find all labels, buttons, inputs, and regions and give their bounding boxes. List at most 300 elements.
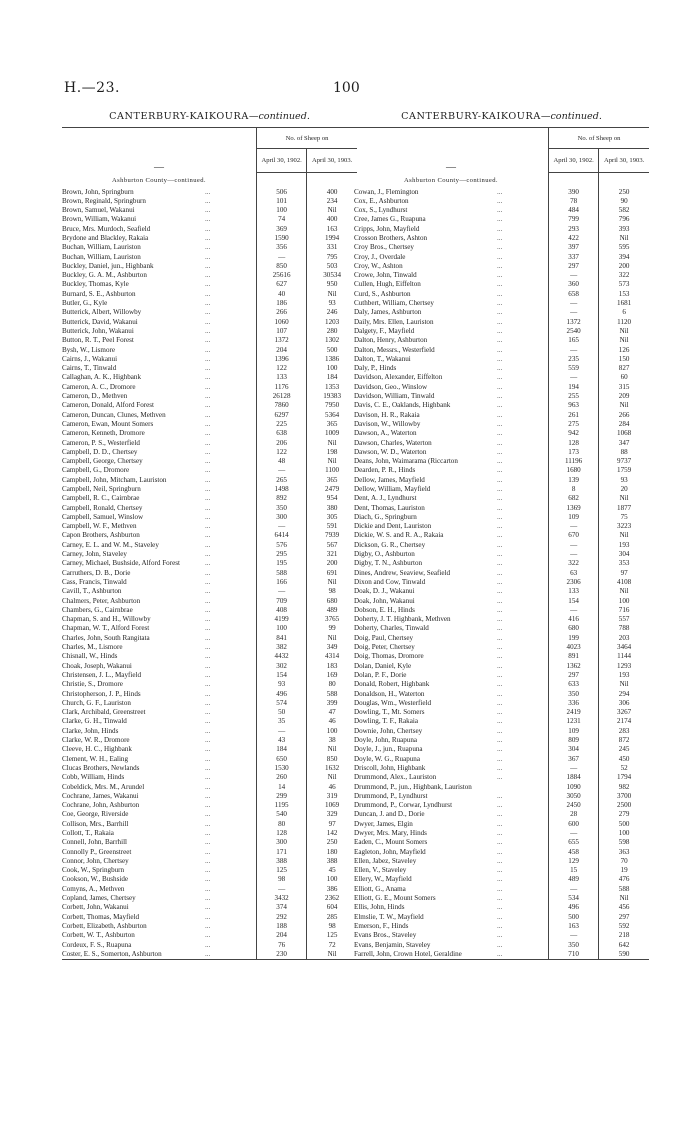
- leader-dots: ...: [496, 773, 503, 782]
- table-row: [354, 597, 649, 606]
- table-row: [354, 373, 649, 382]
- owner-name: Davidson, William, Tinwald: [354, 392, 435, 401]
- owner-name: Corbett, Thomas, Mayfield: [62, 912, 140, 921]
- table-row: [62, 466, 357, 475]
- sheep-1902: —: [549, 299, 599, 308]
- leader-dots: ...: [204, 308, 211, 317]
- header-col-1902: April 30, 1902.: [549, 149, 599, 173]
- leader-dots: ...: [496, 531, 503, 540]
- owner-name: Drummond, Alex., Lauriston: [354, 773, 437, 782]
- leader-dots: ...: [204, 912, 211, 921]
- owner-name: Cobeldick, Mrs. M., Arundel: [62, 782, 145, 791]
- sheep-1903: 380: [307, 504, 357, 513]
- sheep-1903: 3464: [599, 643, 649, 652]
- sheep-1902: 600: [549, 820, 599, 829]
- sheep-1903: 1681: [599, 299, 649, 308]
- table-row: [354, 606, 649, 615]
- table-row: [62, 736, 357, 745]
- leader-dots: ...: [159, 950, 256, 960]
- sheep-1903: 45: [307, 866, 357, 875]
- owner-name: Butterick, David, Wakanui: [62, 317, 138, 326]
- leader-dots: ...: [496, 726, 503, 735]
- table-row: [62, 922, 357, 931]
- owner-name: Dalton, Messrs., Westerfield: [354, 345, 435, 354]
- sheep-1902: 6414: [257, 531, 307, 540]
- owner-name: Chalmers, Peter, Ashburton: [62, 596, 141, 605]
- leader-dots: ...: [204, 206, 211, 215]
- sheep-1903: 796: [599, 215, 649, 224]
- owner-name: Deans, John, Waimarama (Riccarton: [354, 457, 458, 466]
- sheep-1902: 188: [257, 922, 307, 931]
- leader-dots: ...: [496, 689, 503, 698]
- sheep-1902: 63: [549, 569, 599, 578]
- sheep-1903: 1203: [307, 318, 357, 327]
- owner-name: Capon Brothers, Ashburton: [62, 531, 140, 540]
- table-row: [354, 569, 649, 578]
- leader-dots: ...: [496, 624, 503, 633]
- table-row: [354, 810, 649, 819]
- sheep-1902: 709: [257, 597, 307, 606]
- owner-name: Doyle, W. G., Ruapuna: [354, 754, 421, 763]
- sheep-1903: 680: [307, 597, 357, 606]
- owner-name: Button, R. T., Peel Forest: [62, 336, 134, 345]
- table-row: [354, 327, 649, 336]
- sheep-1903: 315: [599, 383, 649, 392]
- owner-name: Ellen, Jabez, Staveley: [354, 856, 417, 865]
- table-row: [354, 439, 649, 448]
- sheep-1902: 500: [549, 913, 599, 922]
- owner-name: Cochrane, John, Ashburton: [62, 801, 140, 810]
- leader-dots: ...: [204, 884, 211, 893]
- header-dash: —: [62, 128, 257, 173]
- sheep-1903: 209: [599, 392, 649, 401]
- owner-name: Buckley, G. A. M., Ashburton: [62, 271, 147, 280]
- sheep-1903: 88: [599, 448, 649, 457]
- sheep-1902: 100: [257, 206, 307, 215]
- leader-dots: ...: [496, 336, 503, 345]
- table-row: [62, 615, 357, 624]
- owner-name: Campbell, Ronald, Chertsey: [62, 503, 143, 512]
- sheep-1903: 691: [307, 569, 357, 578]
- sheep-1903: 1632: [307, 764, 357, 773]
- owner-name: Campbell, G., Dromore: [62, 466, 130, 475]
- owner-name: Davison, H. R., Rakaia: [354, 410, 420, 419]
- sheep-1903: 2479: [307, 485, 357, 494]
- leader-dots: ...: [204, 828, 211, 837]
- owner-name: Dalgety, F., Mayfield: [354, 326, 415, 335]
- owner-name: Ellery, W., Mayfield: [354, 875, 412, 884]
- sheep-1902: 260: [257, 773, 307, 782]
- leader-dots: ...: [204, 736, 211, 745]
- sheep-1902: 133: [257, 373, 307, 382]
- leader-dots: ...: [204, 633, 211, 642]
- owner-name: Carney, John, Staveley: [62, 550, 127, 559]
- sheep-1902: 48: [257, 457, 307, 466]
- table-row: [354, 346, 649, 355]
- sheep-1902: —: [257, 253, 307, 262]
- sheep-1903: 52: [599, 764, 649, 773]
- sheep-1902: 28: [549, 810, 599, 819]
- leader-dots: ...: [204, 661, 211, 670]
- sheep-1902: —: [549, 271, 599, 280]
- sheep-1902: 484: [549, 206, 599, 215]
- sheep-1903: 93: [307, 299, 357, 308]
- sheep-1903: 1100: [307, 466, 357, 475]
- leader-dots: ...: [204, 382, 211, 391]
- owner-name: Campbell, Samuel, Winslow: [62, 512, 144, 521]
- owner-name: Cass, Francis, Tinwald: [62, 577, 127, 586]
- sheep-1903: 245: [599, 745, 649, 754]
- sheep-1903: 329: [307, 810, 357, 819]
- sheep-1903: 47: [307, 708, 357, 717]
- leader-dots: ...: [496, 410, 503, 419]
- table-row: [354, 243, 649, 252]
- table-row: [62, 420, 357, 429]
- table-row: [354, 680, 649, 689]
- owner-name: Charles, John, South Rangitata: [62, 633, 150, 642]
- leader-dots: ...: [496, 522, 503, 531]
- table-body: [354, 173, 649, 960]
- sheep-1902: 3050: [549, 792, 599, 801]
- owner-name: Campbell, George, Chertsey: [62, 457, 143, 466]
- sheep-1903: 872: [599, 736, 649, 745]
- leader-dots: ...: [496, 280, 503, 289]
- sheep-1903: 19: [599, 866, 649, 875]
- table-row: [62, 522, 357, 531]
- sheep-1902: 369: [257, 225, 307, 234]
- leader-dots: ...: [496, 847, 503, 856]
- table-row: [354, 736, 649, 745]
- owner-name: Evans, Benjamin, Staveley: [354, 940, 431, 949]
- sheep-1902: 942: [549, 429, 599, 438]
- owner-name: Christie, S., Dromore: [62, 680, 123, 689]
- table-row: [62, 364, 357, 373]
- sheep-1903: Nil: [599, 234, 649, 243]
- county-heading: Ashburton County—continued.: [112, 176, 206, 184]
- sheep-1903: 347: [599, 439, 649, 448]
- sheep-1902: 458: [549, 848, 599, 857]
- leader-dots: ...: [204, 708, 211, 717]
- owner-name: Butler, G., Kyle: [62, 299, 108, 308]
- owner-name: Chisnall, W., Hinds: [62, 652, 118, 661]
- table-row: [354, 903, 649, 912]
- table-row: [354, 476, 649, 485]
- leader-dots: ...: [204, 550, 211, 559]
- sheep-1902: 261: [549, 411, 599, 420]
- table-row: [354, 662, 649, 671]
- sheep-1903: 788: [599, 624, 649, 633]
- owner-name: Cameron, Donald, Alford Forest: [62, 401, 155, 410]
- sheep-1903: 46: [307, 717, 357, 726]
- owner-name: Clark, Archibald, Greenstreet: [62, 708, 146, 717]
- owner-name: Doak, John, Wakanui: [354, 596, 415, 605]
- owner-name: Dalton, T., Wakanui: [354, 354, 411, 363]
- leader-dots: ...: [496, 754, 503, 763]
- table-row: [354, 494, 649, 503]
- right-column: [354, 110, 649, 960]
- sheep-1902: 302: [257, 662, 307, 671]
- sheep-1903: 393: [599, 225, 649, 234]
- owner-name: Dowling, T., Mt. Somers: [354, 708, 425, 717]
- sheep-1903: 503: [307, 262, 357, 271]
- owner-name: Davison, W., Willowby: [354, 419, 421, 428]
- owner-name: Dolan, P. F., Dorie: [354, 670, 407, 679]
- sheep-1903: Nil: [307, 290, 357, 299]
- owner-name: Eagleton, John, Mayfield: [354, 847, 426, 856]
- sheep-1903: 2174: [599, 717, 649, 726]
- leader-dots: ...: [496, 903, 503, 912]
- table-row: [62, 271, 357, 280]
- sheep-1903: 163: [307, 225, 357, 234]
- leader-dots: ...: [204, 494, 211, 503]
- sheep-1902: 710: [549, 950, 599, 960]
- leader-dots: ...: [496, 838, 503, 847]
- table-row: [354, 894, 649, 903]
- table-row: [62, 820, 357, 829]
- sheep-1903: Nil: [307, 457, 357, 466]
- table-row: [354, 941, 649, 950]
- leader-dots: ...: [496, 921, 503, 930]
- table-row: [354, 448, 649, 457]
- sheep-1903: 98: [307, 922, 357, 931]
- header-group-label: No. of Sheep on: [549, 128, 650, 149]
- leader-dots: ...: [496, 429, 503, 438]
- sheep-1903: 950: [307, 280, 357, 289]
- column-title-suffix: —continued.: [248, 111, 310, 122]
- table-row: [62, 745, 357, 754]
- owner-name: Douglas, Wm., Westerfield: [354, 698, 431, 707]
- sheep-1902: 133: [549, 587, 599, 596]
- table-row: [62, 885, 357, 894]
- table-row: [354, 578, 649, 587]
- sheep-1902: 1372: [549, 318, 599, 327]
- owner-name: Cavill, T., Ashburton: [62, 587, 122, 596]
- table-row: [62, 336, 357, 345]
- sheep-1903: 93: [599, 476, 649, 485]
- sheep-1903: 598: [599, 838, 649, 847]
- sheep-1903: Nil: [599, 587, 649, 596]
- owner-name: Evans Bros., Staveley: [354, 931, 417, 940]
- owner-name: Croy, W., Ashton: [354, 261, 403, 270]
- sheep-1903: 72: [307, 941, 357, 950]
- sheep-1903: 1293: [599, 662, 649, 671]
- table-row: [62, 318, 357, 327]
- leader-dots: ...: [496, 447, 503, 456]
- leader-dots: ...: [496, 252, 503, 261]
- table-row: [62, 829, 357, 838]
- sheep-1903: 3267: [599, 708, 649, 717]
- sheep-1903: 125: [307, 931, 357, 940]
- sheep-1903: 399: [307, 699, 357, 708]
- sheep-1903: 2500: [599, 801, 649, 810]
- sheep-1902: 489: [549, 875, 599, 884]
- sheep-1903: 200: [599, 262, 649, 271]
- sheep-1903: 1144: [599, 652, 649, 661]
- sheep-1903: 153: [599, 290, 649, 299]
- sheep-1903: 588: [307, 690, 357, 699]
- sheep-1902: 295: [257, 550, 307, 559]
- owner-name: Dickie and Dent, Lauriston: [354, 522, 432, 531]
- owner-name: Dalton, Henry, Ashburton: [354, 336, 428, 345]
- leader-dots: ...: [496, 577, 503, 586]
- sheep-1903: 198: [307, 448, 357, 457]
- sheep-1903: 193: [599, 541, 649, 550]
- leader-dots: ...: [204, 345, 211, 354]
- spacer-cell: [549, 173, 599, 188]
- sheep-1903: 246: [307, 308, 357, 317]
- sheep-1903: 305: [307, 513, 357, 522]
- sheep-1902: 297: [549, 671, 599, 680]
- sheep-1902: 540: [257, 810, 307, 819]
- sheep-1902: 682: [549, 494, 599, 503]
- leader-dots: ...: [204, 931, 211, 940]
- leader-dots: ...: [496, 540, 503, 549]
- sheep-1903: 306: [599, 699, 649, 708]
- sheep-1903: 353: [599, 559, 649, 568]
- owner-name: Buchan, William, Lauriston: [62, 252, 141, 261]
- owner-name: Cameron, Ewan, Mount Somers: [62, 419, 154, 428]
- sheep-1902: 7860: [257, 401, 307, 410]
- leader-dots: ...: [204, 894, 211, 903]
- table-row: [354, 755, 649, 764]
- sheep-1902: 74: [257, 215, 307, 224]
- table-row: [62, 652, 357, 661]
- sheep-1902: 107: [257, 327, 307, 336]
- sheep-1903: Nil: [599, 327, 649, 336]
- sheep-1902: 25616: [257, 271, 307, 280]
- table-row: [354, 429, 649, 438]
- county-heading: Ashburton County—continued.: [404, 176, 498, 184]
- owner-name: Elliott, G. E., Mount Somers: [354, 894, 436, 903]
- table-row: [354, 392, 649, 401]
- table-row: [354, 885, 649, 894]
- sheep-1903: 982: [599, 783, 649, 792]
- sheep-1902: 266: [257, 308, 307, 317]
- sheep-1903: 567: [307, 541, 357, 550]
- table-row: [62, 597, 357, 606]
- owner-name: Dickson, G. R., Chertsey: [354, 540, 426, 549]
- owner-name: Campbell, D. D., Chertsey: [62, 447, 138, 456]
- sheep-1902: 154: [549, 597, 599, 606]
- leader-dots: ...: [496, 866, 503, 875]
- leader-dots: ...: [496, 763, 503, 772]
- sheep-1903: 456: [599, 903, 649, 912]
- leader-dots: ...: [204, 782, 211, 791]
- owner-name: Campbell, John, Mitcham, Lauriston: [62, 475, 167, 484]
- sheep-1902: —: [257, 727, 307, 736]
- table-row: [354, 634, 649, 643]
- table-row: [62, 513, 357, 522]
- table-row: [62, 401, 357, 410]
- sheep-1903: 500: [599, 820, 649, 829]
- owner-name: Downie, John, Chertsey: [354, 726, 423, 735]
- table-row: [354, 420, 649, 429]
- sheep-1902: 422: [549, 234, 599, 243]
- leader-dots: ...: [204, 717, 211, 726]
- owner-name: Christensen, J. L., Mayfield: [62, 670, 142, 679]
- table-row: [62, 708, 357, 717]
- sheep-1902: 26128: [257, 392, 307, 401]
- owner-name: Drummond, P., jun., Highbank, Lauriston: [354, 782, 472, 791]
- table-row: [354, 522, 649, 531]
- sheep-1902: —: [549, 522, 599, 531]
- leader-dots: ...: [204, 410, 211, 419]
- sheep-1903: 100: [307, 364, 357, 373]
- leader-dots: ...: [496, 457, 503, 466]
- sheep-1902: —: [549, 373, 599, 382]
- table-row: [354, 466, 649, 475]
- table-row: [62, 643, 357, 652]
- table-row: [354, 550, 649, 559]
- sheep-1902: 122: [257, 364, 307, 373]
- sheep-1902: 275: [549, 420, 599, 429]
- sheep-1902: 293: [549, 225, 599, 234]
- table-row: [354, 225, 649, 234]
- owner-name: Connolly P., Greenstreet: [62, 847, 132, 856]
- leader-dots: ...: [204, 215, 211, 224]
- owner-name: Clucas Brothers, Newlands: [62, 763, 140, 772]
- sheep-1902: 4432: [257, 652, 307, 661]
- sheep-1903: 7939: [307, 531, 357, 540]
- table-row: [354, 652, 649, 661]
- sheep-1903: 169: [307, 671, 357, 680]
- table-row: [354, 364, 649, 373]
- leader-dots: ...: [204, 587, 211, 596]
- sheep-1903: 46: [307, 783, 357, 792]
- sheep-1903: 450: [599, 755, 649, 764]
- owner-name: Diach, G., Springburn: [354, 512, 417, 521]
- table-row: [62, 188, 357, 197]
- owner-name: Cullen, Hugh, Eiffelton: [354, 280, 421, 289]
- leader-dots: ...: [204, 447, 211, 456]
- header-col-1902: April 30, 1902.: [257, 149, 307, 173]
- table-row: [62, 950, 357, 960]
- sheep-1902: 1530: [257, 764, 307, 773]
- owner-name: Clement, W. H., Ealing: [62, 754, 129, 763]
- sheep-1902: 299: [257, 792, 307, 801]
- owner-name: Collott, T., Rakaia: [62, 828, 114, 837]
- sheep-1903: 590: [599, 950, 649, 960]
- leader-dots: ...: [204, 252, 211, 261]
- table-row: [354, 531, 649, 540]
- table-row: [354, 197, 649, 206]
- leader-dots: ...: [204, 745, 211, 754]
- leader-dots: ...: [496, 503, 503, 512]
- table-row: [62, 857, 357, 866]
- leader-dots: ...: [496, 652, 503, 661]
- sheep-1902: 1372: [257, 336, 307, 345]
- sheep-1903: 365: [307, 420, 357, 429]
- sheep-1902: 50: [257, 708, 307, 717]
- owner-name: Daily, Mrs. Ellen, Lauriston: [354, 317, 434, 326]
- owner-name: Corbett, W. T., Ashburton: [62, 931, 135, 940]
- sheep-1903: 75: [599, 513, 649, 522]
- spacer-cell: [599, 173, 649, 188]
- owner-name: Dearden, P. R., Hinds: [354, 466, 416, 475]
- sheep-1903: Nil: [599, 894, 649, 903]
- sheep-1903: 400: [307, 215, 357, 224]
- sheep-1903: 388: [307, 857, 357, 866]
- sheep-1902: 15: [549, 866, 599, 875]
- sheep-1903: 604: [307, 903, 357, 912]
- leader-dots: ...: [496, 485, 503, 493]
- table-row: [354, 699, 649, 708]
- sheep-1903: Nil: [599, 494, 649, 503]
- leader-dots: ...: [204, 921, 211, 930]
- sheep-1903: 266: [599, 411, 649, 420]
- sheep-1902: 4023: [549, 643, 599, 652]
- table-row: [62, 773, 357, 782]
